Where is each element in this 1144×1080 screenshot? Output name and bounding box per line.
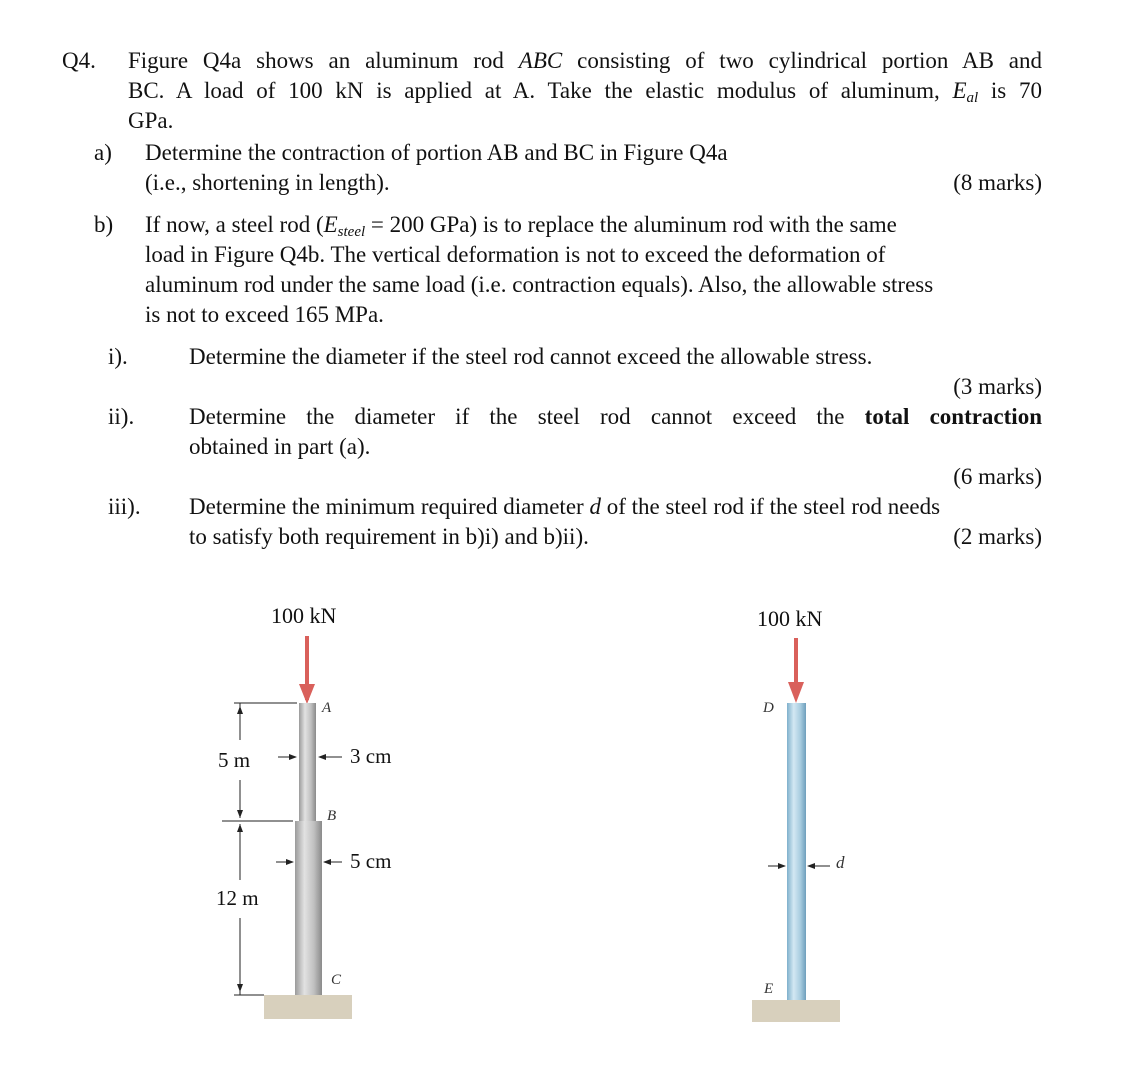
load-label-a: 100 kN xyxy=(271,603,337,628)
sub-ii-line-2: obtained in part (a). xyxy=(189,434,371,459)
sub-ii-label: ii). xyxy=(108,404,135,429)
point-c-label: C xyxy=(331,972,342,988)
load-arrowhead-a xyxy=(299,684,315,704)
question-intro-line-2: BC. A load of 100 kN is applied at A. Take the elastic modulus of aluminum, $E_{al}$ is 70 xyxy=(128,78,1042,106)
part-b-line-4: is not to exceed 165 MPa. xyxy=(145,302,384,327)
part-a-line-2: (i.e., shortening in length). xyxy=(145,170,390,195)
load-arrowhead-b xyxy=(788,682,804,703)
question-intro-line-3: GPa. xyxy=(128,108,174,133)
sub-i-label: i). xyxy=(108,344,128,369)
point-e-label: E xyxy=(764,981,774,997)
part-a-label: a) xyxy=(94,140,112,165)
rod-bc xyxy=(295,821,322,995)
sub-i-text: Determine the diameter if the steel rod cannot exceed the allowable stress. xyxy=(189,344,873,369)
dimension-lines-a xyxy=(222,703,342,995)
part-b-line-2: load in Figure Q4b. The vertical deformation is not to exceed the deformation of xyxy=(145,242,886,267)
point-a-label: A xyxy=(322,700,332,716)
sub-iii-line-2: to satisfy both requirement in b)i) and b)ii). xyxy=(189,524,589,549)
figure-q4a xyxy=(222,636,352,1019)
diameter-ab-label: 3 cm xyxy=(350,744,392,768)
diameter-bc-label: 5 cm xyxy=(350,849,392,873)
ground-b xyxy=(752,1000,840,1022)
sub-iii-marks: (2 marks) xyxy=(953,524,1042,549)
rod-de xyxy=(787,703,806,1000)
sub-iii-line-1: Determine the minimum required diameter d of the steel rod if the steel rod needs xyxy=(189,494,941,519)
question-intro-line-1: Figure Q4a shows an aluminum rod ABC consisting of two cylindrical portion AB and xyxy=(128,48,1042,73)
ground-a xyxy=(264,995,352,1019)
sub-ii-marks: (6 marks) xyxy=(953,464,1042,489)
part-a-line-1: Determine the contraction of portion AB and BC in Figure Q4a xyxy=(145,140,728,165)
sub-iii-label: iii). xyxy=(108,494,141,519)
part-a-marks: (8 marks) xyxy=(953,170,1042,195)
length-bc-label: 12 m xyxy=(216,886,259,910)
part-b-line-1: If now, a steel rod ($E_{steel} = 200$ GPa) is to replace the aluminum rod with the same xyxy=(145,212,897,240)
point-d-label: D xyxy=(763,700,774,716)
point-b-label: B xyxy=(327,808,337,824)
part-b-label: b) xyxy=(94,212,114,237)
length-ab-label: 5 m xyxy=(218,748,251,772)
load-label-b: 100 kN xyxy=(757,606,823,631)
diameter-d-label: d xyxy=(836,853,845,872)
sub-i-marks: (3 marks) xyxy=(953,374,1042,399)
figure-q4b xyxy=(752,638,840,1022)
question-number: Q4. xyxy=(62,48,96,73)
rod-ab xyxy=(299,703,316,821)
sub-ii-line-1: Determine the diameter if the steel rod cannot exceed the total contraction xyxy=(189,404,1042,429)
part-b-line-3: aluminum rod under the same load (i.e. contraction equals). Also, the allowable stress xyxy=(145,272,934,297)
